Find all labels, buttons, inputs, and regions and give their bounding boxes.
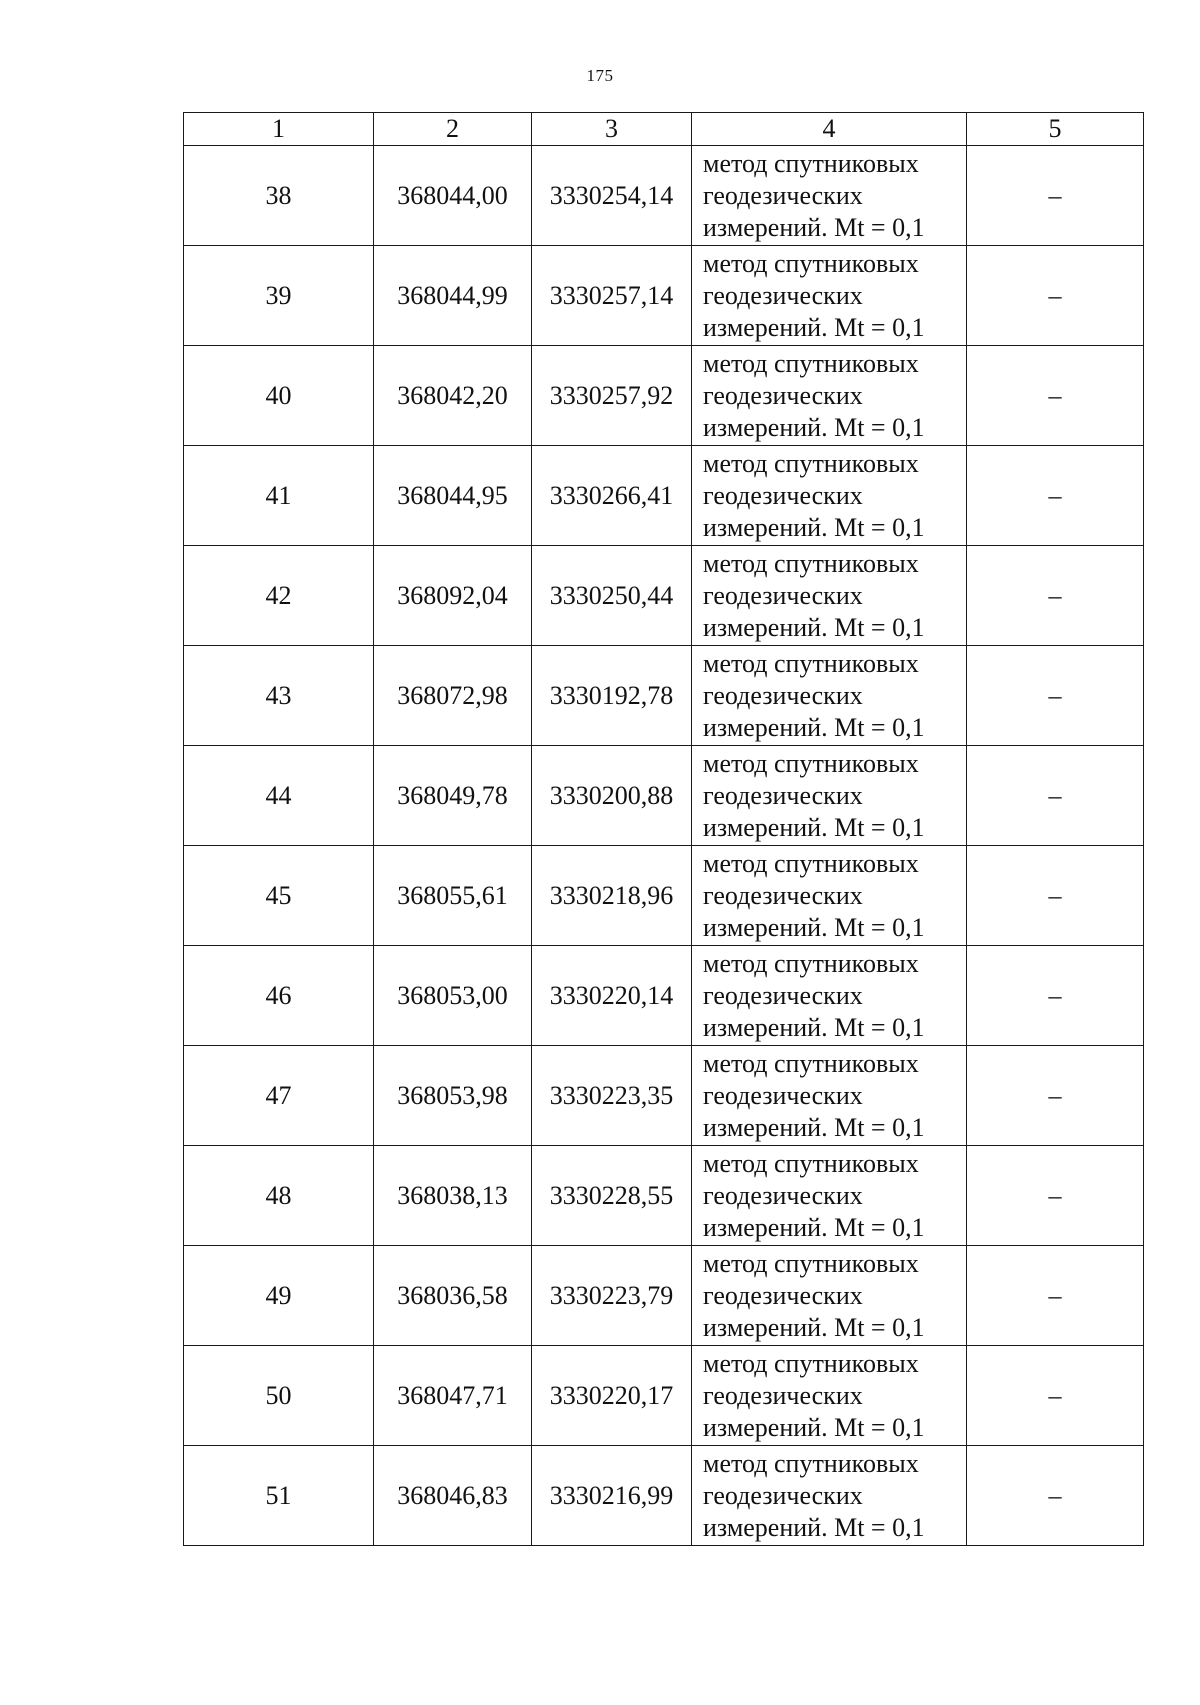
method-cell: [692, 1246, 967, 1346]
method-line: измерений. Mt = 0,1: [703, 612, 925, 642]
table-row: [184, 446, 1144, 546]
x-coordinate-cell: 368044,00: [374, 146, 532, 246]
page-number: 175: [586, 66, 614, 85]
method-line: геодезических: [703, 480, 863, 510]
table-row: [184, 946, 1144, 1046]
point-number-cell: 47: [184, 1046, 374, 1146]
header-col-1: 1: [184, 113, 374, 146]
note-cell: –: [967, 646, 1144, 746]
note-cell: –: [967, 346, 1144, 446]
method-line: измерений. Mt = 0,1: [703, 1412, 925, 1442]
y-coordinate-cell: 3330257,92: [532, 346, 692, 446]
y-coordinate-cell: 3330216,99: [532, 1446, 692, 1546]
table-row: [184, 846, 1144, 946]
method-line: геодезических: [703, 780, 863, 810]
method-cell: [692, 1146, 967, 1246]
method-cell: [692, 1446, 967, 1546]
table-row: [184, 146, 1144, 246]
method-line: геодезических: [703, 980, 863, 1010]
point-number-cell: 44: [184, 746, 374, 846]
note-cell: –: [967, 446, 1144, 546]
method-line: метод спутниковых: [703, 648, 919, 678]
note-cell: –: [967, 946, 1144, 1046]
x-coordinate-cell: 368046,83: [374, 1446, 532, 1546]
header-col-2: 2: [374, 113, 532, 146]
point-number-cell: 38: [184, 146, 374, 246]
y-coordinate-cell: 3330200,88: [532, 746, 692, 846]
note-cell: –: [967, 1346, 1144, 1446]
method-cell: [692, 846, 967, 946]
method-cell: [692, 1046, 967, 1146]
point-number-cell: 49: [184, 1246, 374, 1346]
x-coordinate-cell: 368092,04: [374, 546, 532, 646]
x-coordinate-cell: 368072,98: [374, 646, 532, 746]
method-cell: [692, 746, 967, 846]
table-row: [184, 346, 1144, 446]
table-row: [184, 1046, 1144, 1146]
method-line: измерений. Mt = 0,1: [703, 512, 925, 542]
x-coordinate-cell: 368047,71: [374, 1346, 532, 1446]
header-col-5: 5: [967, 113, 1144, 146]
method-cell: [692, 446, 967, 546]
method-line: измерений. Mt = 0,1: [703, 412, 925, 442]
point-number-cell: 40: [184, 346, 374, 446]
point-number-cell: 45: [184, 846, 374, 946]
method-cell: [692, 646, 967, 746]
method-line: геодезических: [703, 880, 863, 910]
table-header-row: [184, 113, 1144, 146]
method-line: геодезических: [703, 280, 863, 310]
method-line: метод спутниковых: [703, 1348, 919, 1378]
method-line: метод спутниковых: [703, 1148, 919, 1178]
table-row: [184, 546, 1144, 646]
table-row: [184, 1446, 1144, 1546]
method-line: измерений. Mt = 0,1: [703, 1112, 925, 1142]
method-cell: [692, 946, 967, 1046]
method-cell: [692, 246, 967, 346]
x-coordinate-cell: 368038,13: [374, 1146, 532, 1246]
method-line: метод спутниковых: [703, 1248, 919, 1278]
note-cell: –: [967, 1146, 1144, 1246]
method-line: измерений. Mt = 0,1: [703, 212, 925, 242]
method-line: измерений. Mt = 0,1: [703, 712, 925, 742]
point-number-cell: 43: [184, 646, 374, 746]
x-coordinate-cell: 368053,00: [374, 946, 532, 1046]
y-coordinate-cell: 3330254,14: [532, 146, 692, 246]
method-line: геодезических: [703, 1480, 863, 1510]
method-line: метод спутниковых: [703, 1048, 919, 1078]
y-coordinate-cell: 3330223,35: [532, 1046, 692, 1146]
method-line: измерений. Mt = 0,1: [703, 912, 925, 942]
method-line: геодезических: [703, 1380, 863, 1410]
table-row: [184, 746, 1144, 846]
x-coordinate-cell: 368053,98: [374, 1046, 532, 1146]
method-cell: [692, 1346, 967, 1446]
y-coordinate-cell: 3330257,14: [532, 246, 692, 346]
x-coordinate-cell: 368049,78: [374, 746, 532, 846]
method-line: измерений. Mt = 0,1: [703, 812, 925, 842]
method-line: измерений. Mt = 0,1: [703, 1012, 925, 1042]
method-line: метод спутниковых: [703, 948, 919, 978]
method-line: измерений. Mt = 0,1: [703, 312, 925, 342]
method-line: метод спутниковых: [703, 548, 919, 578]
note-cell: –: [967, 1246, 1144, 1346]
y-coordinate-cell: 3330192,78: [532, 646, 692, 746]
table-row: [184, 246, 1144, 346]
point-number-cell: 41: [184, 446, 374, 546]
method-line: метод спутниковых: [703, 148, 919, 178]
method-line: геодезических: [703, 1180, 863, 1210]
method-line: метод спутниковых: [703, 748, 919, 778]
x-coordinate-cell: 368044,99: [374, 246, 532, 346]
method-line: метод спутниковых: [703, 348, 919, 378]
table-row: [184, 646, 1144, 746]
note-cell: –: [967, 1046, 1144, 1146]
method-line: измерений. Mt = 0,1: [703, 1212, 925, 1242]
note-cell: –: [967, 246, 1144, 346]
note-cell: –: [967, 146, 1144, 246]
method-line: метод спутниковых: [703, 848, 919, 878]
header-col-4: 4: [692, 113, 967, 146]
y-coordinate-cell: 3330218,96: [532, 846, 692, 946]
y-coordinate-cell: 3330220,17: [532, 1346, 692, 1446]
method-cell: [692, 146, 967, 246]
method-line: метод спутниковых: [703, 448, 919, 478]
y-coordinate-cell: 3330223,79: [532, 1246, 692, 1346]
note-cell: –: [967, 846, 1144, 946]
table-row: [184, 1346, 1144, 1446]
point-number-cell: 39: [184, 246, 374, 346]
method-line: геодезических: [703, 1280, 863, 1310]
table-body: [184, 146, 1144, 1546]
x-coordinate-cell: 368055,61: [374, 846, 532, 946]
note-cell: –: [967, 1446, 1144, 1546]
header-col-3: 3: [532, 113, 692, 146]
table-row: [184, 1146, 1144, 1246]
point-number-cell: 42: [184, 546, 374, 646]
method-line: измерений. Mt = 0,1: [703, 1312, 925, 1342]
x-coordinate-cell: 368036,58: [374, 1246, 532, 1346]
table-row: [184, 1246, 1144, 1346]
method-line: метод спутниковых: [703, 248, 919, 278]
point-number-cell: 51: [184, 1446, 374, 1546]
y-coordinate-cell: 3330250,44: [532, 546, 692, 646]
method-line: геодезических: [703, 1080, 863, 1110]
method-line: геодезических: [703, 580, 863, 610]
point-number-cell: 48: [184, 1146, 374, 1246]
point-number-cell: 46: [184, 946, 374, 1046]
x-coordinate-cell: 368044,95: [374, 446, 532, 546]
method-line: метод спутниковых: [703, 1448, 919, 1478]
coordinates-table: [183, 112, 1144, 1546]
x-coordinate-cell: 368042,20: [374, 346, 532, 446]
method-line: геодезических: [703, 380, 863, 410]
method-line: геодезических: [703, 180, 863, 210]
note-cell: –: [967, 746, 1144, 846]
method-cell: [692, 546, 967, 646]
point-number-cell: 50: [184, 1346, 374, 1446]
y-coordinate-cell: 3330220,14: [532, 946, 692, 1046]
method-line: измерений. Mt = 0,1: [703, 1512, 925, 1542]
method-cell: [692, 346, 967, 446]
note-cell: –: [967, 546, 1144, 646]
method-line: геодезических: [703, 680, 863, 710]
y-coordinate-cell: 3330266,41: [532, 446, 692, 546]
y-coordinate-cell: 3330228,55: [532, 1146, 692, 1246]
